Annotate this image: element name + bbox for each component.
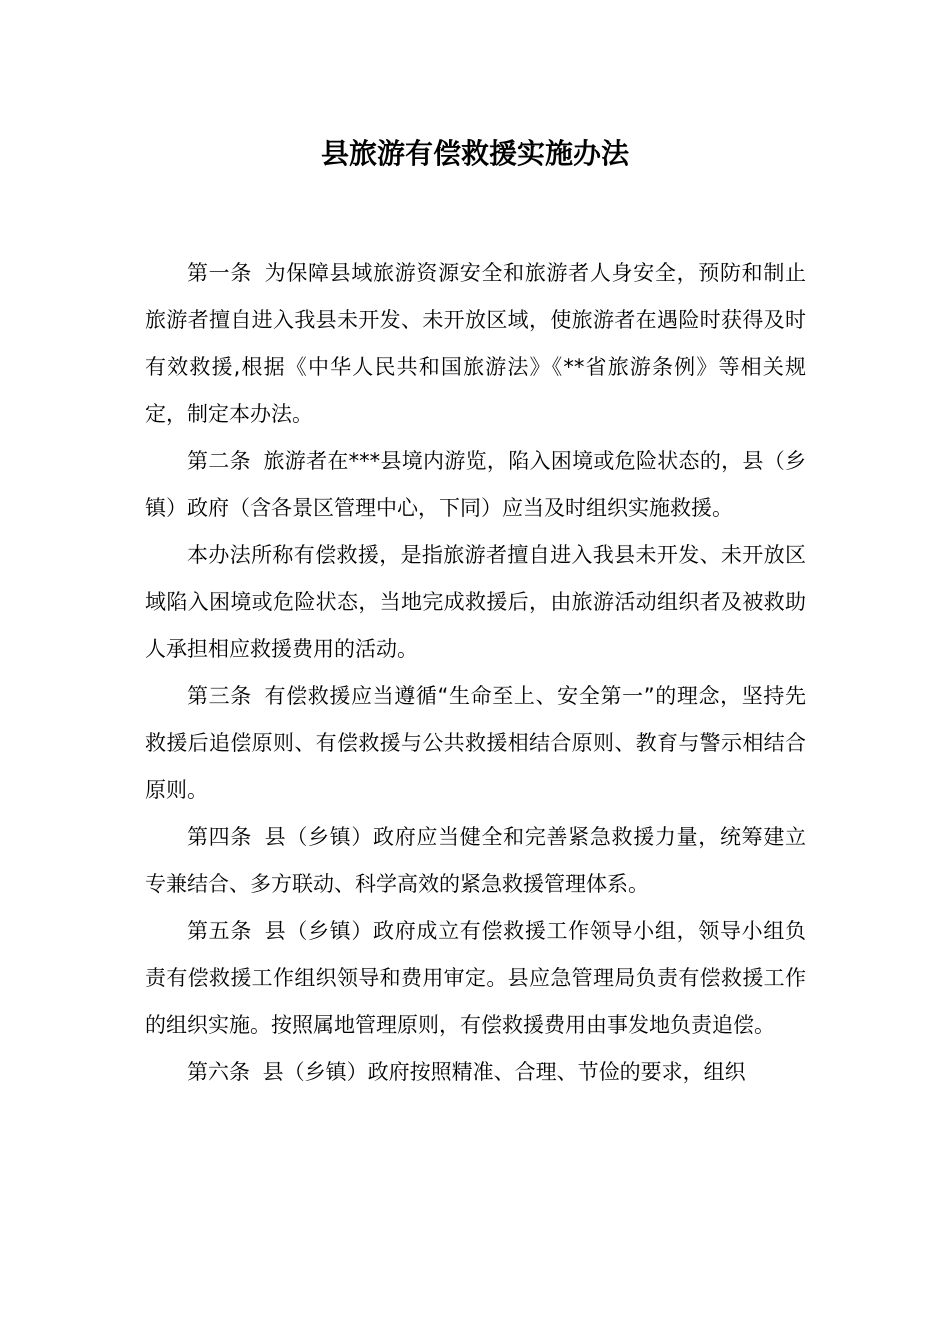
article-4-paragraph — [145, 814, 806, 908]
article-number: 第三条 — [187, 684, 252, 708]
article-3-paragraph — [145, 673, 806, 814]
article-6-paragraph — [145, 1049, 806, 1096]
article-text: 有偿救援应当遵循“生命至上、安全第一”的理念，坚持先救援后追偿原则、有偿救援与公共救援相结合原则、教育与警示相结合原则。 — [145, 684, 806, 802]
article-5-paragraph — [145, 908, 806, 1049]
article-1-paragraph — [145, 250, 806, 438]
article-number: 第一条 — [187, 261, 253, 285]
article-2-paragraph — [145, 438, 806, 532]
article-number: 第四条 — [187, 825, 253, 849]
article-text: 旅游者在***县境内游览，陷入困境或危险状态的，县（乡镇）政府（含各景区管理中心，下同）应当及时组织实施救援。 — [145, 449, 807, 520]
document-body — [145, 250, 806, 1096]
article-text: 县（乡镇）政府成立有偿救援工作领导小组，领导小组负责有偿救援工作组织领导和费用审定。县应急管理局负责有偿救援工作的组织实施。按照属地管理原则，有偿救援费用由事发地负责追偿。 — [145, 919, 806, 1037]
article-text: 县（乡镇）政府应当健全和完善紧急救援力量，统筹建立专兼结合、多方联动、科学高效的紧急救援管理体系。 — [145, 825, 806, 896]
document-title: 县旅游有偿救援实施办法 — [320, 137, 629, 170]
article-text: 本办法所称有偿救援，是指旅游者擅自进入我县未开发、未开放区域陷入困境或危险状态，当地完成救援后，由旅游活动组织者及被救助人承担相应救援费用的活动。 — [145, 543, 806, 661]
article-text: 县（乡镇）政府按照精准、合理、节俭的要求，组织 — [262, 1060, 746, 1084]
article-text: 为保障县域旅游资源安全和旅游者人身安全，预防和制止旅游者擅自进入我县未开发、未开放区域，使旅游者在遇险时获得及时有效救援,根据《中华人民共和国旅游法》《**省旅游条例》等相关规定，制定本办法。 — [145, 261, 806, 426]
article-2-definition-paragraph — [145, 532, 806, 673]
article-number: 第五条 — [187, 919, 253, 943]
article-number: 第二条 — [187, 449, 251, 473]
article-number: 第六条 — [187, 1060, 250, 1084]
